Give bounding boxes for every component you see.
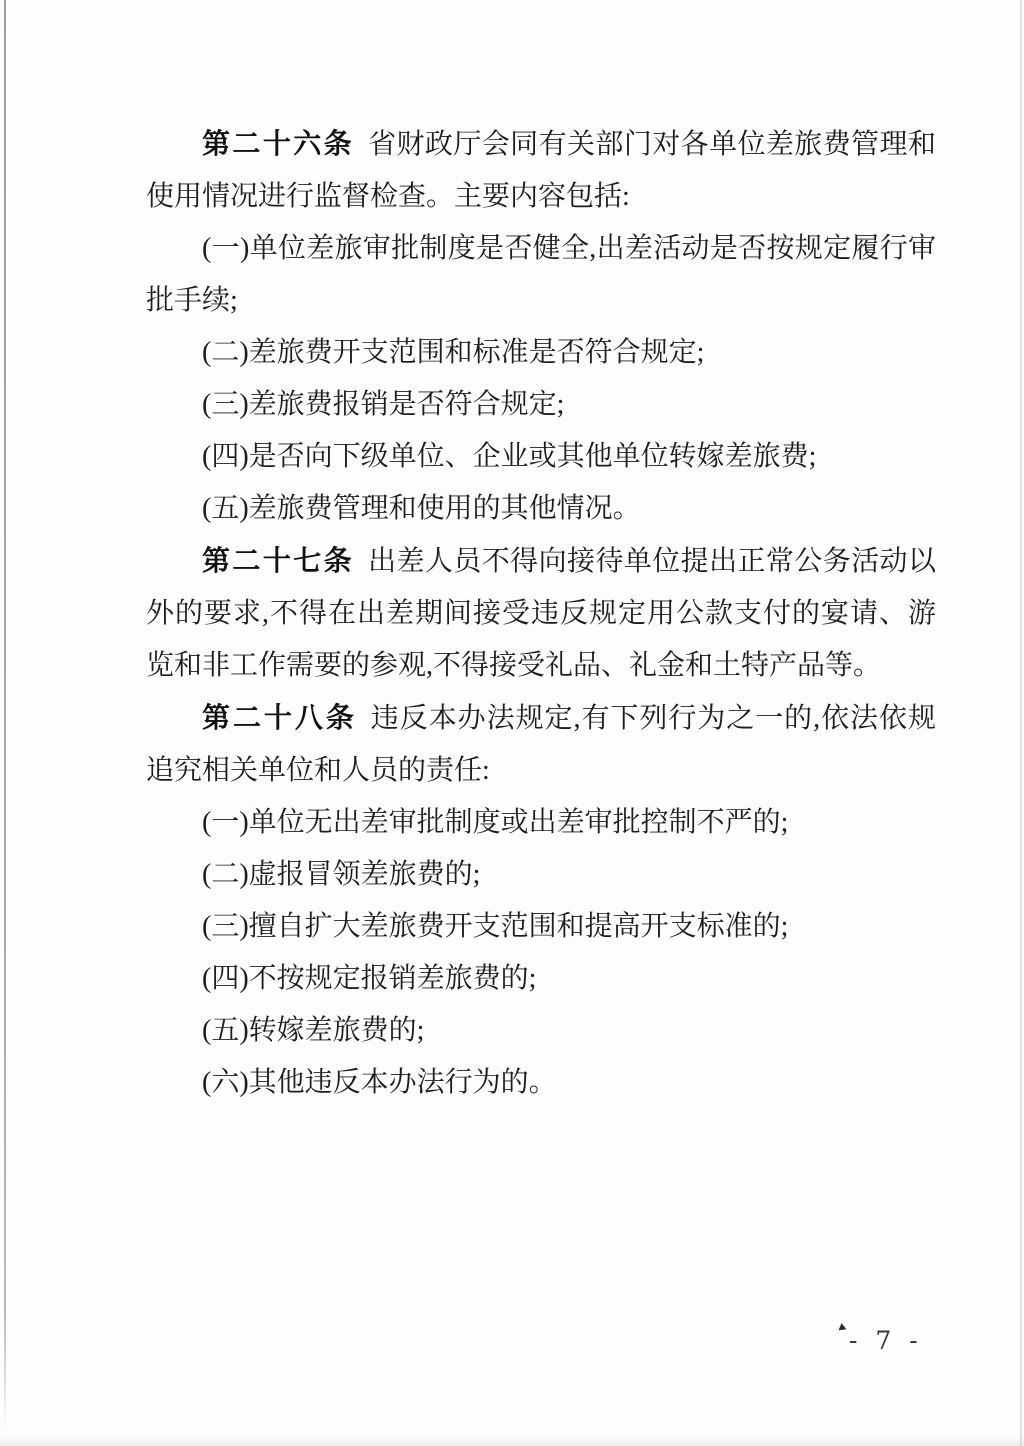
article-26-item-1: (一)单位差旅审批制度是否健全,出差活动是否按规定履行审批手续;: [146, 233, 936, 316]
article-28-heading: 第二十八条: [202, 702, 357, 733]
article-27-body: 出差人员不得向接待单位提出正常公务活动以外的要求,不得在出差期间接受违反规定用公款支付的宴请、游览和非工作需要的参观,不得接受礼品、礼金和土特产品等。: [146, 546, 936, 681]
article-28-item-4: (四)不按规定报销差旅费的;: [202, 963, 537, 994]
article-28-item-3: (三)擅自扩大差旅费开支范围和提高开支标准的;: [202, 911, 789, 942]
article-26-heading: 第二十六条: [202, 128, 355, 159]
article-28-body: 违反本办法规定,有下列行为之一的,依法依规追究相关单位和人员的责任:: [146, 703, 936, 786]
article-28: [146, 692, 936, 797]
scan-edge-bottom-shade: [0, 1437, 1024, 1446]
scan-edge-left-line: [4, 0, 6, 1432]
article-28-item-1: (一)单位无出差审批制度或出差审批控制不严的;: [202, 807, 789, 838]
ink-speck: [838, 1322, 847, 1330]
article-26-item-5: (五)差旅费管理和使用的其他情况。: [202, 493, 641, 524]
article-27: [146, 535, 936, 692]
article-26-item-4: (四)是否向下级单位、企业或其他单位转嫁差旅费;: [202, 441, 817, 472]
article-26: [146, 118, 936, 223]
document-content: [146, 118, 936, 1109]
article-26-body: 省财政厅会同有关部门对各单位差旅费管理和使用情况进行监督检查。主要内容包括:: [146, 129, 936, 212]
article-26-item-2: (二)差旅费开支范围和标准是否符合规定;: [202, 337, 705, 368]
article-26-item-3: (三)差旅费报销是否符合规定;: [202, 389, 565, 420]
page-number: - 7 -: [849, 1326, 922, 1355]
article-28-item-6: (六)其他违反本办法行为的。: [202, 1067, 557, 1098]
article-28-item-5: (五)转嫁差旅费的;: [202, 1015, 425, 1046]
article-27-heading: 第二十七条: [202, 545, 355, 576]
article-28-item-2: (二)虚报冒领差旅费的;: [202, 859, 481, 890]
scan-edge-right-line: [1020, 0, 1022, 1446]
